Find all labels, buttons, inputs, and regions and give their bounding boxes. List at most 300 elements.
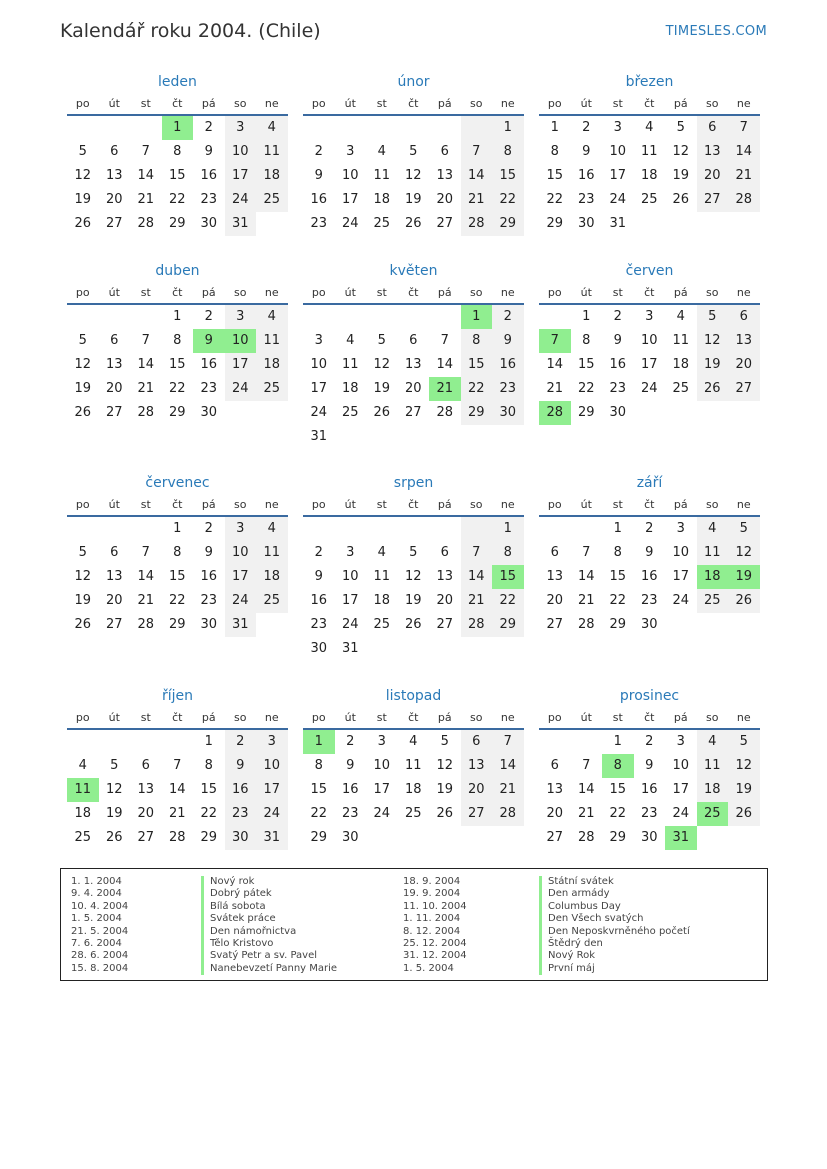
day-cell: 27 [404,405,422,420]
day-cell: 7 [461,140,493,164]
day-cell: 10 [373,758,391,773]
empty-cell [539,730,571,754]
day-cell: 8 [173,333,182,348]
day-cell: 20 [105,381,123,396]
legend-dates [403,876,467,975]
day-cell: 4 [377,545,386,560]
day-cell: 9 [645,758,654,773]
weekday-label: so [234,97,247,110]
day-cell: 1 [492,517,524,541]
weekday-header [303,281,524,305]
day-cell: 8 [173,545,182,560]
day-cell: 8 [550,144,559,159]
day-cell: 5 [78,333,87,348]
legend-date: 10. 4. 2004 [71,900,129,912]
day-cell: 6 [141,758,150,773]
empty-cell [429,826,461,850]
weekday-label: po [311,498,326,511]
weekday-label: pá [201,711,216,724]
holiday-legend [60,868,768,981]
day-cell: 31 [310,429,328,444]
legend-date: 7. 6. 2004 [71,937,122,949]
weekday-label: so [706,97,719,110]
empty-cell [398,517,430,541]
month-name: únor [397,74,430,90]
day-cell: 28 [492,802,524,826]
day-cell: 20 [461,778,493,802]
day-cell: 5 [728,517,760,541]
weekday-label: út [344,498,356,511]
day-cell: 15 [168,357,186,372]
day-cell: 12 [74,569,92,584]
weekday-label: st [612,711,623,724]
weekday-label: ne [500,286,515,299]
day-cell: 18 [672,357,690,372]
empty-cell [130,517,162,541]
day-cell: 18 [74,806,92,821]
empty-cell [366,517,398,541]
weekday-label: so [234,711,247,724]
day-cell: 25 [672,381,690,396]
day-cell: 23 [341,806,359,821]
weekday-label: čt [644,498,655,511]
day-cell: 26 [728,802,760,826]
weekday-label: st [376,97,387,110]
empty-cell [398,425,430,449]
empty-cell [256,212,288,236]
legend-date: 18. 9. 2004 [403,876,461,887]
day-cell: 11 [640,144,658,159]
month-block [539,686,760,850]
day-cell: 23 [640,593,658,608]
empty-cell [429,425,461,449]
day-cell: 6 [440,144,449,159]
empty-cell [303,305,335,329]
weekday-label: út [108,498,120,511]
weekday-label: čt [644,97,655,110]
day-cell: 13 [461,754,493,778]
day-cell: 2 [645,734,654,749]
empty-cell [398,305,430,329]
day-cell: 16 [577,168,595,183]
day-cell: 27 [436,617,454,632]
day-cell: 13 [105,569,123,584]
weekday-label: ne [500,711,515,724]
day-cell: 10 [609,144,627,159]
day-cell: 18 [341,381,359,396]
empty-cell [461,826,493,850]
day-cell: 4 [256,517,288,541]
weekday-label: pá [437,498,452,511]
day-cell: 14 [577,782,595,797]
month-name: říjen [161,688,194,704]
day-cell: 3 [346,144,355,159]
weekday-label: pá [437,286,452,299]
day-cell: 18 [256,353,288,377]
empty-cell [99,517,131,541]
day-cell: 18 [640,168,658,183]
day-cell: 31 [256,826,288,850]
day-cell: 10 [310,357,328,372]
day-cell: 6 [409,333,418,348]
weekday-label: po [75,498,90,511]
day-cell: 20 [105,593,123,608]
day-cell: 12 [404,168,422,183]
legend-holiday-name: Den armády [539,888,690,900]
day-cell: 27 [546,830,564,845]
day-cell: 29 [168,216,186,231]
day-cell: 9 [314,569,323,584]
legend-date: 25. 12. 2004 [403,937,467,949]
month-name: leden [158,74,197,90]
day-cell: 15 [310,782,328,797]
day-cell: 9 [613,333,622,348]
empty-cell [461,637,493,661]
weekday-label: út [580,97,592,110]
empty-cell [162,730,194,754]
empty-cell [303,116,335,140]
day-cell: 13 [404,357,422,372]
day-cell: 21 [728,164,760,188]
empty-cell [697,613,729,637]
day-cell: 27 [137,830,155,845]
legend-date: 1. 5. 2004 [71,913,122,925]
day-cell: 23 [492,377,524,401]
day-cell: 16 [200,168,218,183]
day-cell: 25 [373,216,391,231]
weekday-label: ne [264,286,279,299]
day-cell: 15 [168,569,186,584]
day-cell: 18 [404,782,422,797]
day-cell: 8 [602,754,634,778]
day-cell: 4 [697,517,729,541]
weekday-label: po [75,286,90,299]
weekday-label: pá [201,498,216,511]
day-cell: 11 [256,140,288,164]
day-cell: 9 [346,758,355,773]
day-cell: 17 [609,168,627,183]
day-cell: 14 [137,569,155,584]
weekday-label: ne [264,711,279,724]
day-cell: 12 [436,758,454,773]
day-cell: 15 [200,782,218,797]
day-cell: 27 [461,802,493,826]
day-cell: 29 [168,617,186,632]
day-cell: 14 [137,168,155,183]
empty-cell [335,116,367,140]
day-cell: 13 [436,569,454,584]
weekday-label: út [580,711,592,724]
empty-cell [697,401,729,425]
days-grid [67,305,288,425]
day-cell: 10 [672,545,690,560]
day-cell: 21 [492,778,524,802]
days-grid [539,116,760,236]
empty-cell [67,517,99,541]
legend-dates [71,876,128,975]
day-cell: 11 [341,357,359,372]
day-cell: 13 [105,168,123,183]
day-cell: 8 [314,758,323,773]
day-cell: 5 [697,305,729,329]
day-cell: 9 [193,329,225,353]
day-cell: 19 [74,593,92,608]
empty-cell [429,116,461,140]
weekday-label: st [140,711,151,724]
empty-cell [539,305,571,329]
day-cell: 11 [67,778,99,802]
day-cell: 4 [256,116,288,140]
day-cell: 28 [461,212,493,236]
day-cell: 14 [577,569,595,584]
day-cell: 13 [728,329,760,353]
day-cell: 2 [225,730,257,754]
weekday-label: st [612,286,623,299]
weekday-label: st [612,97,623,110]
day-cell: 6 [110,144,119,159]
day-cell: 5 [110,758,119,773]
empty-cell [697,212,729,236]
empty-cell [492,637,524,661]
day-cell: 22 [492,188,524,212]
day-cell: 20 [404,381,422,396]
day-cell: 9 [204,144,213,159]
day-cell: 30 [200,405,218,420]
empty-cell [366,305,398,329]
day-cell: 6 [728,305,760,329]
weekday-label: so [470,286,483,299]
day-cell: 26 [373,405,391,420]
weekday-header [539,493,760,517]
day-cell: 2 [204,521,213,536]
empty-cell [728,826,760,850]
day-cell: 9 [314,168,323,183]
day-cell: 2 [314,144,323,159]
day-cell: 28 [168,830,186,845]
month-name: květen [389,263,438,279]
day-cell: 17 [640,357,658,372]
day-cell: 7 [141,144,150,159]
day-cell: 28 [137,405,155,420]
day-cell: 30 [200,216,218,231]
day-cell: 26 [74,617,92,632]
day-cell: 1 [162,116,194,140]
day-cell: 4 [409,734,418,749]
day-cell: 10 [672,758,690,773]
day-cell: 11 [697,541,729,565]
days-grid [539,730,760,850]
weekday-label: st [612,498,623,511]
weekday-label: so [470,711,483,724]
weekday-label: so [234,498,247,511]
day-cell: 30 [225,826,257,850]
day-cell: 14 [461,565,493,589]
day-cell: 4 [645,120,654,135]
weekday-label: po [547,97,562,110]
weekday-label: pá [201,97,216,110]
day-cell: 7 [461,541,493,565]
day-cell: 18 [373,593,391,608]
day-cell: 8 [492,541,524,565]
day-cell: 20 [728,353,760,377]
weekday-label: pá [437,711,452,724]
day-cell: 2 [582,120,591,135]
day-cell: 31 [609,216,627,231]
weekday-label: čt [172,711,183,724]
day-cell: 23 [310,617,328,632]
month-name: září [636,475,663,491]
day-cell: 11 [373,168,391,183]
day-cell: 15 [461,353,493,377]
empty-cell [335,305,367,329]
day-cell: 1 [492,116,524,140]
day-cell: 30 [640,617,658,632]
legend-holiday-name: Nový Rok [539,950,690,962]
legend-date: 21. 5. 2004 [71,925,129,937]
day-cell: 22 [168,381,186,396]
legend-holiday-name: Svatý Petr a sv. Pavel [201,950,337,962]
empty-cell [366,826,398,850]
weekday-label: st [140,286,151,299]
brand-link[interactable]: TIMESLES.COM [665,24,767,39]
weekday-header [539,706,760,730]
day-cell: 13 [697,140,729,164]
day-cell: 31 [225,613,257,637]
legend-date: 1. 11. 2004 [403,913,461,925]
day-cell: 21 [137,192,155,207]
day-cell: 11 [672,333,690,348]
day-cell: 8 [613,545,622,560]
empty-cell [571,730,603,754]
empty-cell [99,305,131,329]
day-cell: 6 [110,545,119,560]
day-cell: 30 [310,641,328,656]
day-cell: 3 [676,521,685,536]
day-cell: 10 [256,754,288,778]
day-cell: 16 [609,357,627,372]
day-cell: 2 [346,734,355,749]
day-cell: 24 [256,802,288,826]
day-cell: 20 [546,593,564,608]
weekday-label: čt [408,498,419,511]
day-cell: 6 [440,545,449,560]
day-cell: 31 [225,212,257,236]
empty-cell [335,517,367,541]
weekday-label: út [108,97,120,110]
day-cell: 7 [141,333,150,348]
day-cell: 7 [728,116,760,140]
day-cell: 17 [225,565,257,589]
day-cell: 10 [341,168,359,183]
day-cell: 1 [582,309,591,324]
day-cell: 15 [609,782,627,797]
page-title: Kalendář roku 2004. (Chile) [60,20,321,42]
day-cell: 17 [672,569,690,584]
day-cell: 26 [404,617,422,632]
month-block [303,473,524,661]
weekday-label: po [75,97,90,110]
weekday-header [67,493,288,517]
month-block [67,473,288,637]
day-cell: 22 [461,377,493,401]
day-cell: 18 [256,164,288,188]
legend-holiday-name: Státní svátek [539,876,690,888]
empty-cell [398,637,430,661]
day-cell: 20 [137,806,155,821]
day-cell: 17 [225,164,257,188]
legend-date: 28. 6. 2004 [71,950,129,962]
day-cell: 26 [105,830,123,845]
month-block [539,473,760,637]
day-cell: 28 [137,617,155,632]
days-grid [303,305,524,449]
day-cell: 23 [609,381,627,396]
day-cell: 4 [256,305,288,329]
day-cell: 19 [404,593,422,608]
day-cell: 30 [640,830,658,845]
day-cell: 4 [346,333,355,348]
day-cell: 22 [546,192,564,207]
day-cell: 16 [640,569,658,584]
day-cell: 21 [137,593,155,608]
day-cell: 29 [200,830,218,845]
day-cell: 3 [645,309,654,324]
day-cell: 12 [404,569,422,584]
day-cell: 29 [609,830,627,845]
weekday-label: st [140,498,151,511]
empty-cell [728,613,760,637]
weekday-label: út [580,286,592,299]
empty-cell [67,116,99,140]
day-cell: 19 [697,353,729,377]
day-cell: 26 [74,405,92,420]
days-grid [67,517,288,637]
day-cell: 12 [105,782,123,797]
day-cell: 17 [310,381,328,396]
weekday-label: ne [736,498,751,511]
day-cell: 14 [728,140,760,164]
day-cell: 24 [225,188,257,212]
month-name: srpen [393,475,434,491]
empty-cell [256,401,288,425]
month-name: březen [625,74,674,90]
day-cell: 14 [461,164,493,188]
day-cell: 9 [582,144,591,159]
weekday-header [303,706,524,730]
day-cell: 19 [74,381,92,396]
weekday-label: po [547,498,562,511]
day-cell: 12 [373,357,391,372]
day-cell: 21 [429,377,461,401]
weekday-label: čt [172,286,183,299]
day-cell: 8 [492,140,524,164]
legend-holiday-name: Nanebevzetí Panny Marie [201,963,337,975]
days-grid [303,730,524,850]
day-cell: 8 [582,333,591,348]
day-cell: 27 [105,216,123,231]
weekday-label: st [376,711,387,724]
empty-cell [429,305,461,329]
weekday-label: po [75,711,90,724]
day-cell: 1 [613,521,622,536]
day-cell: 23 [640,806,658,821]
day-cell: 28 [461,613,493,637]
day-cell: 9 [492,329,524,353]
day-cell: 14 [546,357,564,372]
legend-date: 8. 12. 2004 [403,925,461,937]
day-cell: 11 [256,329,288,353]
day-cell: 20 [697,164,729,188]
